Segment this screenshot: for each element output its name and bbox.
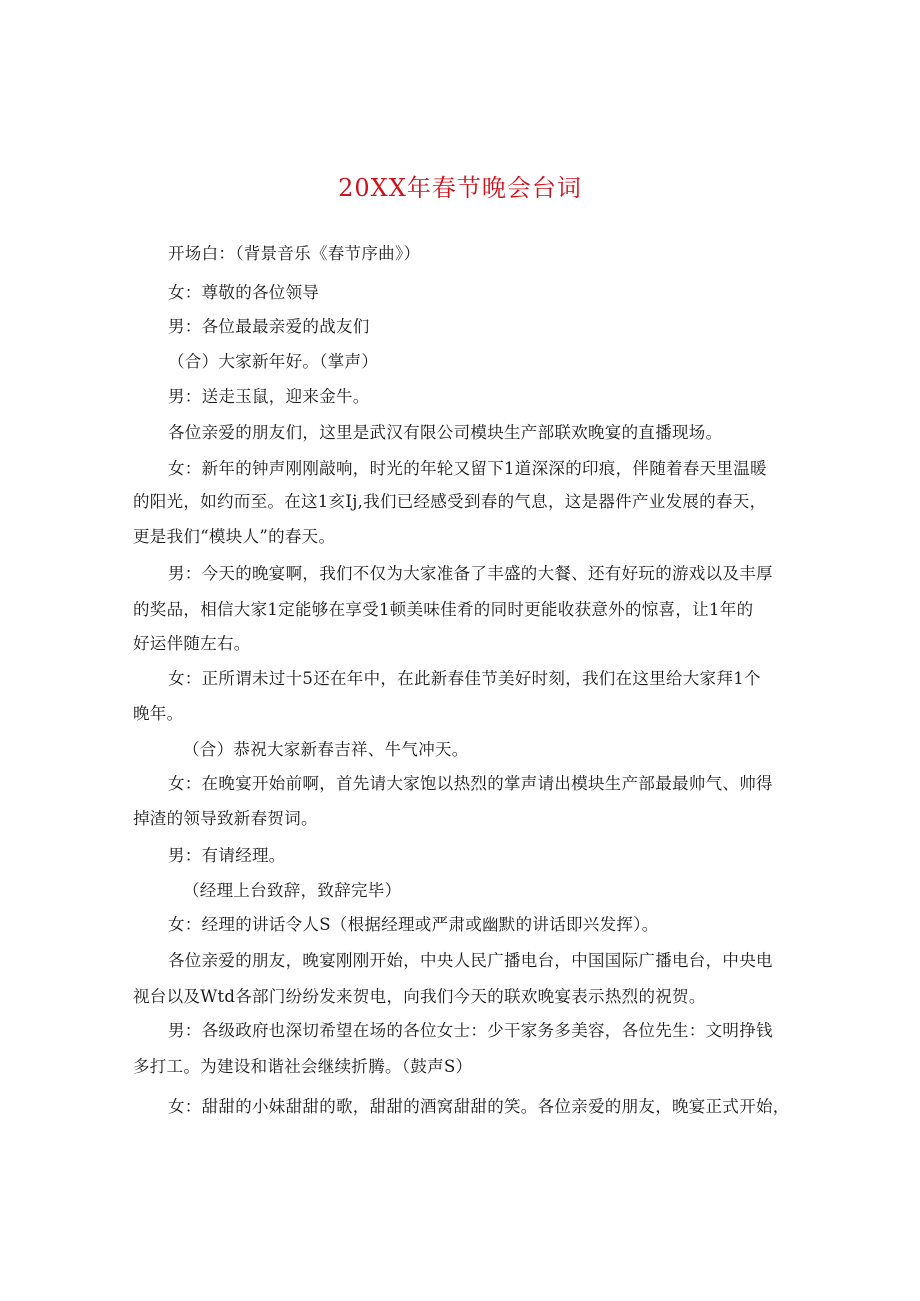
text-line: 男：各级政府也深切希望在场的各位女士：少干家务多美容，各位先生：文明挣钱	[168, 1021, 773, 1040]
text-line: 女：尊敬的各位领导	[168, 283, 320, 302]
text-line: 女：新年的钟声刚刚敲响，时光的年轮又留下1道深深的印痕，伴随着春天里温暖	[168, 459, 767, 478]
text-line: 女：经理的讲话令人S（根据经理或严肃或幽默的讲话即兴发挥）。	[168, 915, 659, 934]
document-title: 20XX年春节晚会台词	[338, 174, 582, 202]
text-line: 男：各位最最亲爱的战友们	[168, 317, 370, 336]
text-line: 男：今天的晚宴啊，我们不仅为大家准备了丰盛的大餐、还有好玩的游戏以及丰厚	[168, 564, 773, 583]
text-line: 女：正所谓未过十5还在年中，在此新春佳节美好时刻，我们在这里给大家拜1个	[168, 669, 761, 688]
text-line: 视台以及Wtd各部门纷纷发来贺电，向我们今天的联欢晚宴表示热烈的祝贺。	[133, 987, 706, 1006]
text-line: 开场白：（背景音乐《春节序曲》）	[168, 244, 421, 263]
text-line: （经理上台致辞，致辞完毕）	[183, 881, 402, 900]
text-line: 各位亲爱的朋友们，这里是武汉有限公司模块生产部联欢晚宴的直播现场。	[168, 423, 723, 442]
text-line: 各位亲爱的朋友，晚宴刚刚开始，中央人民广播电台，中国国际广播电台，中央电	[168, 951, 773, 970]
text-line: 好运伴随左右。	[133, 634, 251, 653]
text-line: 女：甜甜的小妹甜甜的歌，甜甜的酒窝甜甜的笑。各位亲爱的朋友，晚宴正式开始，	[168, 1097, 790, 1116]
text-line: 晚年。	[133, 704, 184, 723]
text-line: 多打工。为建设和谐社会继续折腾。（鼓声S）	[133, 1057, 473, 1076]
text-line: 的阳光，如约而至。在这1亥Ij,我们已经感受到春的气息，这是器件产业发展的春天，	[133, 492, 767, 511]
text-line: 更是我们“模块人”的春天。	[133, 527, 336, 546]
text-line: 女：在晚宴开始前啊，首先请大家饱以热烈的掌声请出模块生产部最最帅气、帅得	[168, 774, 773, 793]
text-line: 男：有请经理。	[168, 846, 286, 865]
text-line: 男：送走玉鼠，迎来金牛。	[168, 387, 370, 406]
text-line: 掉渣的领导致新春贺词。	[133, 809, 318, 828]
text-line: （合）大家新年好。（掌声）	[168, 352, 379, 371]
text-line: （合）恭祝大家新春吉祥、牛气冲天。	[183, 740, 469, 759]
text-line: 的奖品，相信大家1定能够在享受1顿美味佳肴的同时更能收获意外的惊喜，让1年的	[133, 600, 754, 619]
